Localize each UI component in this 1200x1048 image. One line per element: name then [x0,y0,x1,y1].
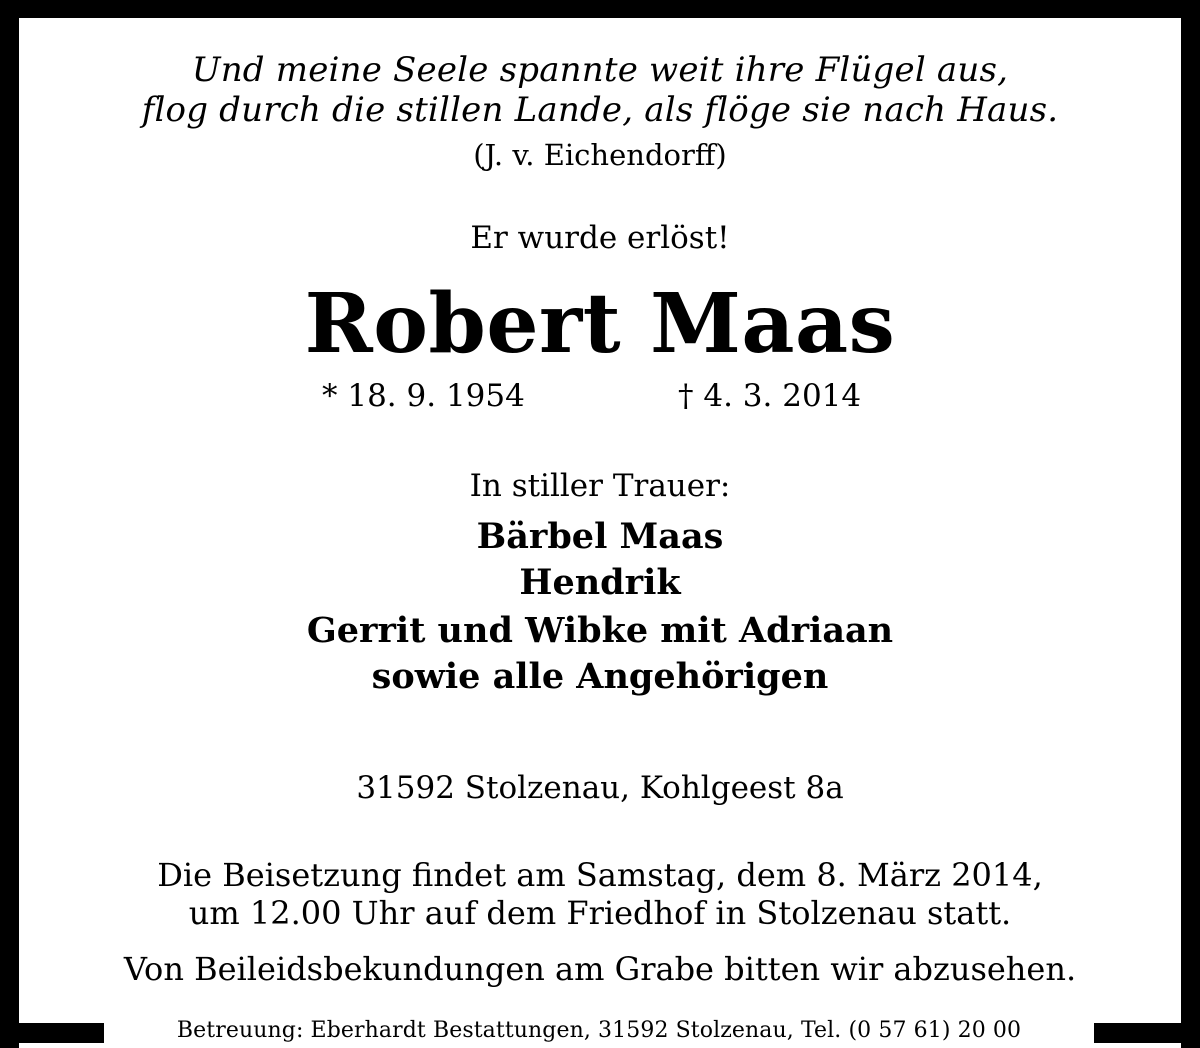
quote-attribution: (J. v. Eichendorff) [473,138,727,172]
family-address: 31592 Stolzenau, Kohlgeest 8a [356,770,844,806]
birth-date: * 18. 9. 1954 [322,378,525,414]
funeral-info-line-2: um 12.00 Uhr auf dem Friedhof in Stolzenau statt. [188,894,1012,932]
funeral-info-line-1: Die Beisetzung findet am Samstag, dem 8. März 2014, [157,856,1043,894]
quote-line-2: flog durch die stillen Lande, als flöge sie nach Haus. [141,90,1059,130]
deceased-name: Robert Maas [304,276,896,372]
mourner-name: sowie alle Angehörigen [371,656,829,697]
mourner-name: Bärbel Maas [476,516,724,557]
released-text: Er wurde erlöst! [470,220,730,256]
condolence-note: Von Beileidsbekundungen am Grabe bitten wir abzusehen. [123,950,1077,988]
undertaker-credit: Betreuung: Eberhardt Bestattungen, 31592 Stolzenau, Tel. (0 57 61) 20 00 [104,1013,1094,1048]
quote-line-1: Und meine Seele spannte weit ihre Flügel aus, [191,50,1009,90]
mourner-name: Hendrik [519,562,681,603]
mourner-name: Gerrit und Wibke mit Adriaan [306,610,894,651]
mourning-intro: In stiller Trauer: [469,468,731,504]
death-date: † 4. 3. 2014 [678,378,862,414]
